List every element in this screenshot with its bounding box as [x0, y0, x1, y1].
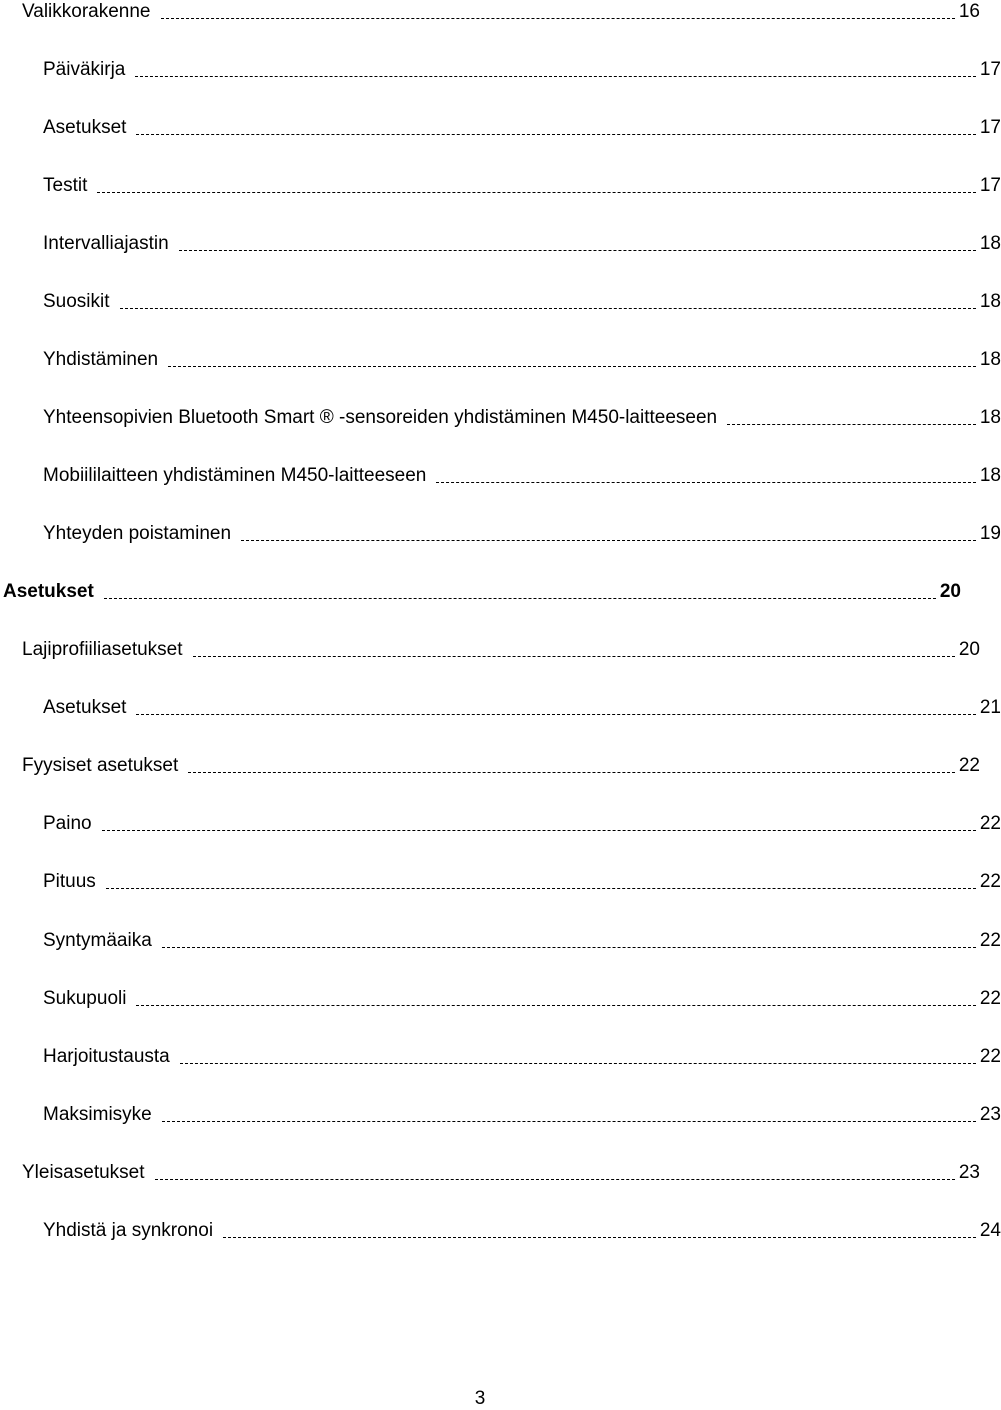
dot-leader — [179, 250, 976, 251]
toc-entry-yleisasetukset[interactable] — [0, 1160, 980, 1184]
toc-entry-page: 18 — [979, 349, 1001, 370]
dot-leader — [102, 830, 976, 831]
toc-entry-page: 22 — [979, 930, 1001, 951]
toc-entry-yhdista-ja-synkronoi[interactable] — [0, 1218, 1001, 1242]
toc-entry-title: Pituus — [43, 871, 96, 892]
toc-entry-title: Yhteensopivien Bluetooth Smart ® -sensoreiden yhdistäminen M450-laitteeseen — [43, 407, 718, 428]
dot-leader — [136, 1005, 975, 1006]
toc-entry-title: Lajiprofiiliasetukset — [22, 639, 183, 660]
toc-entry-asetukset-2[interactable] — [0, 695, 1001, 719]
dot-leader — [162, 947, 976, 948]
toc-entry-sukupuoli[interactable] — [0, 986, 1001, 1010]
toc-entry-title: Asetukset — [3, 581, 94, 602]
toc-entry-page: 17 — [979, 175, 1001, 196]
toc-entry-lajiprofiiliasetukset[interactable] — [0, 637, 980, 661]
dot-leader — [162, 1121, 976, 1122]
toc-entry-page: 20 — [939, 581, 961, 602]
dot-leader — [193, 656, 955, 657]
toc-entry-page: 22 — [979, 1046, 1001, 1067]
dot-leader — [188, 772, 955, 773]
dot-leader — [155, 1179, 955, 1180]
toc-entry-page: 17 — [979, 59, 1001, 80]
toc-entry-yhteyden-poistaminen[interactable] — [0, 521, 1001, 545]
page-number: 3 — [474, 1388, 486, 1409]
toc-entry-paivakirja[interactable] — [0, 57, 1001, 81]
toc-entry-page: 18 — [979, 291, 1001, 312]
toc-entry-page: 24 — [979, 1220, 1001, 1241]
toc-entry-title: Yhteyden poistaminen — [43, 523, 232, 544]
toc-entry-title: Sukupuoli — [43, 988, 127, 1009]
toc-entry-page: 19 — [979, 523, 1001, 544]
toc-entry-pituus[interactable] — [0, 869, 1001, 893]
dot-leader — [180, 1063, 976, 1064]
dot-leader — [106, 888, 976, 889]
toc-entry-page: 22 — [979, 988, 1001, 1009]
toc-entry-page: 16 — [958, 1, 980, 22]
toc-entry-page: 18 — [979, 233, 1001, 254]
toc-entry-title: Valikkorakenne — [22, 1, 151, 22]
toc-entry-page: 22 — [979, 871, 1001, 892]
dot-leader — [136, 134, 975, 135]
toc-entry-maksimisyke[interactable] — [0, 1102, 1001, 1126]
toc-entry-title: Fyysiset asetukset — [22, 755, 179, 776]
toc-entry-page: 22 — [958, 755, 980, 776]
dot-leader — [104, 598, 936, 599]
toc-entry-bluetooth-sensorit[interactable] — [0, 405, 1001, 429]
toc-entry-intervalliajastin[interactable] — [0, 231, 1001, 255]
dot-leader — [436, 482, 975, 483]
toc-entry-page: 23 — [979, 1104, 1001, 1125]
toc-entry-page: 18 — [979, 465, 1001, 486]
toc-entry-title: Maksimisyke — [43, 1104, 152, 1125]
toc-entry-page: 23 — [958, 1162, 980, 1183]
dot-leader — [120, 308, 976, 309]
toc-entry-title: Mobiililaitteen yhdistäminen M450-laitteeseen — [43, 465, 427, 486]
dot-leader — [727, 424, 976, 425]
toc-entry-title: Harjoitustausta — [43, 1046, 170, 1067]
toc-entry-title: Yleisasetukset — [22, 1162, 145, 1183]
toc-entry-page: 20 — [958, 639, 980, 660]
toc-entry-page: 22 — [979, 813, 1001, 834]
toc-entry-testit[interactable] — [0, 173, 1001, 197]
toc-entry-title: Testit — [43, 175, 88, 196]
toc-chapter-asetukset[interactable] — [0, 579, 961, 603]
dot-leader — [241, 540, 976, 541]
toc-entry-title: Yhdistä ja synkronoi — [43, 1220, 214, 1241]
toc-entry-asetukset[interactable] — [0, 115, 1001, 139]
toc-entry-yhdistaminen[interactable] — [0, 347, 1001, 371]
toc-entry-title: Intervalliajastin — [43, 233, 169, 254]
toc-entry-mobiililaite[interactable] — [0, 463, 1001, 487]
toc-entry-syntymaaika[interactable] — [0, 928, 1001, 952]
toc-entry-fyysiset-asetukset[interactable] — [0, 753, 980, 777]
toc-entry-page: 17 — [979, 117, 1001, 138]
toc-entry-page: 18 — [979, 407, 1001, 428]
dot-leader — [136, 714, 975, 715]
toc-entry-title: Asetukset — [43, 697, 127, 718]
toc-entry-suosikit[interactable] — [0, 289, 1001, 313]
toc-entry-title: Yhdistäminen — [43, 349, 159, 370]
dot-leader — [168, 366, 976, 367]
toc-entry-title: Asetukset — [43, 117, 127, 138]
toc-entry-title: Paino — [43, 813, 92, 834]
toc-entry-valikkorakenne[interactable] — [0, 0, 980, 23]
toc-entry-harjoitustausta[interactable] — [0, 1044, 1001, 1068]
toc-entry-page: 21 — [979, 697, 1001, 718]
toc-entry-title: Päiväkirja — [43, 59, 126, 80]
dot-leader — [97, 192, 976, 193]
toc-entry-paino[interactable] — [0, 811, 1001, 835]
toc-entry-title: Syntymäaika — [43, 930, 152, 951]
toc-entry-title: Suosikit — [43, 291, 110, 312]
dot-leader — [161, 18, 955, 19]
dot-leader — [223, 1237, 976, 1238]
dot-leader — [135, 76, 975, 77]
